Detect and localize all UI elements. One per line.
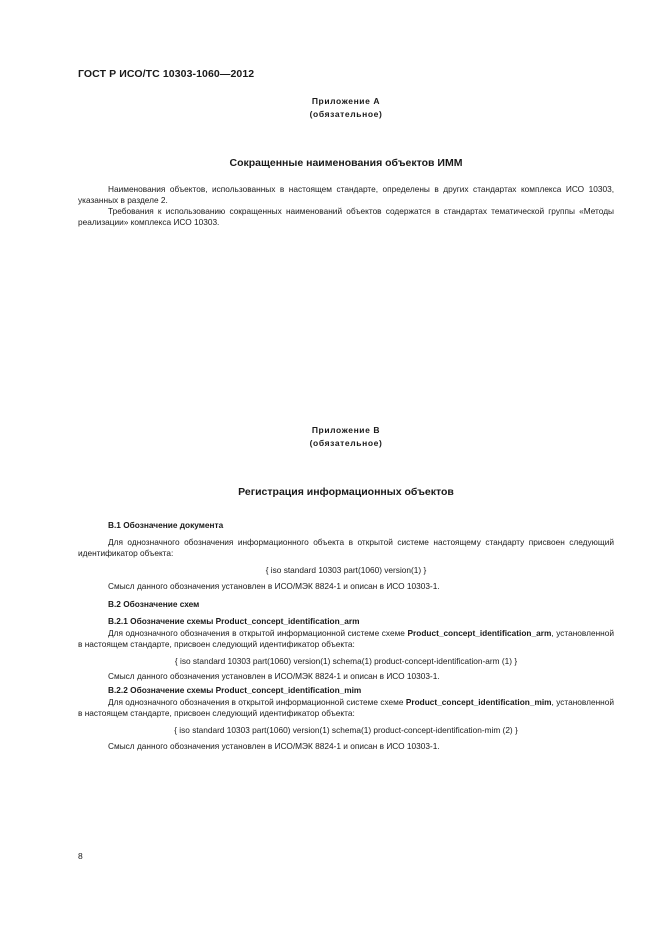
section-b1-identifier: { iso standard 10303 part(1060) version(1) } — [265, 565, 427, 575]
section-b22-text-pre: Для однозначного обозначения в открытой информационной системе схеме — [108, 697, 406, 707]
annex-a-title: Сокращенные наименования объектов ИММ — [229, 157, 463, 169]
annex-a-paragraph: Наименования объектов, использованных в настоящем стандарте, определены в других стандартах комплекса ИСО 10303, указанных в разделе 2. — [78, 184, 614, 205]
section-b1-paragraph: Для однозначного обозначения информационного объекта в открытой системе настоящему стандарту присвоен следующий идентификатор объекта: — [78, 537, 614, 558]
section-b21-text-pre: Для однозначного обозначения в открытой информационной системе схеме — [108, 628, 408, 638]
section-b22-meaning-block — [78, 741, 614, 752]
section-b21-text-post: , установленной в настоящем стандарте, присвоен следующий идентификатор объекта: — [78, 628, 615, 649]
section-b21-meaning-block — [78, 671, 614, 682]
schema-name-mim: Product_concept_identification_mim — [405, 697, 552, 707]
section-b22-text-post: , установленной в настоящем стандарте, присвоен следующий идентификатор объекта: — [78, 697, 614, 718]
section-b1-meaning: Смысл данного обозначения установлен в ИСО/МЭК 8824-1 и описан в ИСО 10303-1. — [108, 581, 440, 591]
section-b22-paragraph — [78, 697, 614, 719]
annex-b-status: (обязательное) — [309, 438, 383, 448]
section-b21-paragraph — [78, 628, 614, 650]
section-b22-meaning: Смысл данного обозначения установлен в ИСО/МЭК 8824-1 и описан в ИСО 10303-1. — [108, 741, 440, 751]
section-b1-text — [78, 537, 614, 559]
annex-b-title: Регистрация информационных объектов — [238, 486, 454, 498]
section-b21-text — [78, 628, 614, 650]
section-b1-heading: В.1 Обозначение документа — [108, 520, 224, 530]
section-b1-meaning-block — [78, 581, 614, 592]
annex-a-body — [78, 184, 614, 228]
annex-a-label: Приложение А — [311, 96, 381, 106]
page-number: 8 — [78, 851, 83, 861]
section-b21-identifier: { iso standard 10303 part(1060) version(1) schema(1) product-concept-identification-arm (1) } — [174, 656, 518, 666]
schema-name-arm: Product_concept_identification_arm — [407, 628, 552, 638]
annex-a-paragraph: Требования к использованию сокращенных наименований объектов содержатся в стандартах тематической группы «Методы реализации» комплекса ИСО 10303. — [78, 206, 614, 227]
section-b21-meaning: Смысл данного обозначения установлен в ИСО/МЭК 8824-1 и описан в ИСО 10303-1. — [108, 671, 440, 681]
annex-a-status: (обязательное) — [309, 109, 383, 119]
section-b22-heading: В.2.2 Обозначение схемы Product_concept_identification_mim — [108, 685, 362, 695]
section-b21-heading: В.2.1 Обозначение схемы Product_concept_identification_arm — [108, 616, 360, 626]
annex-b-label: Приложение В — [311, 425, 381, 435]
section-b2-heading: В.2 Обозначение схем — [108, 599, 200, 609]
section-b22-identifier: { iso standard 10303 part(1060) version(1) schema(1) product-concept-identification-mim (2) } — [174, 725, 518, 735]
section-b22-text — [78, 697, 614, 719]
document-header: ГОСТ Р ИСО/ТС 10303-1060—2012 — [78, 68, 255, 80]
